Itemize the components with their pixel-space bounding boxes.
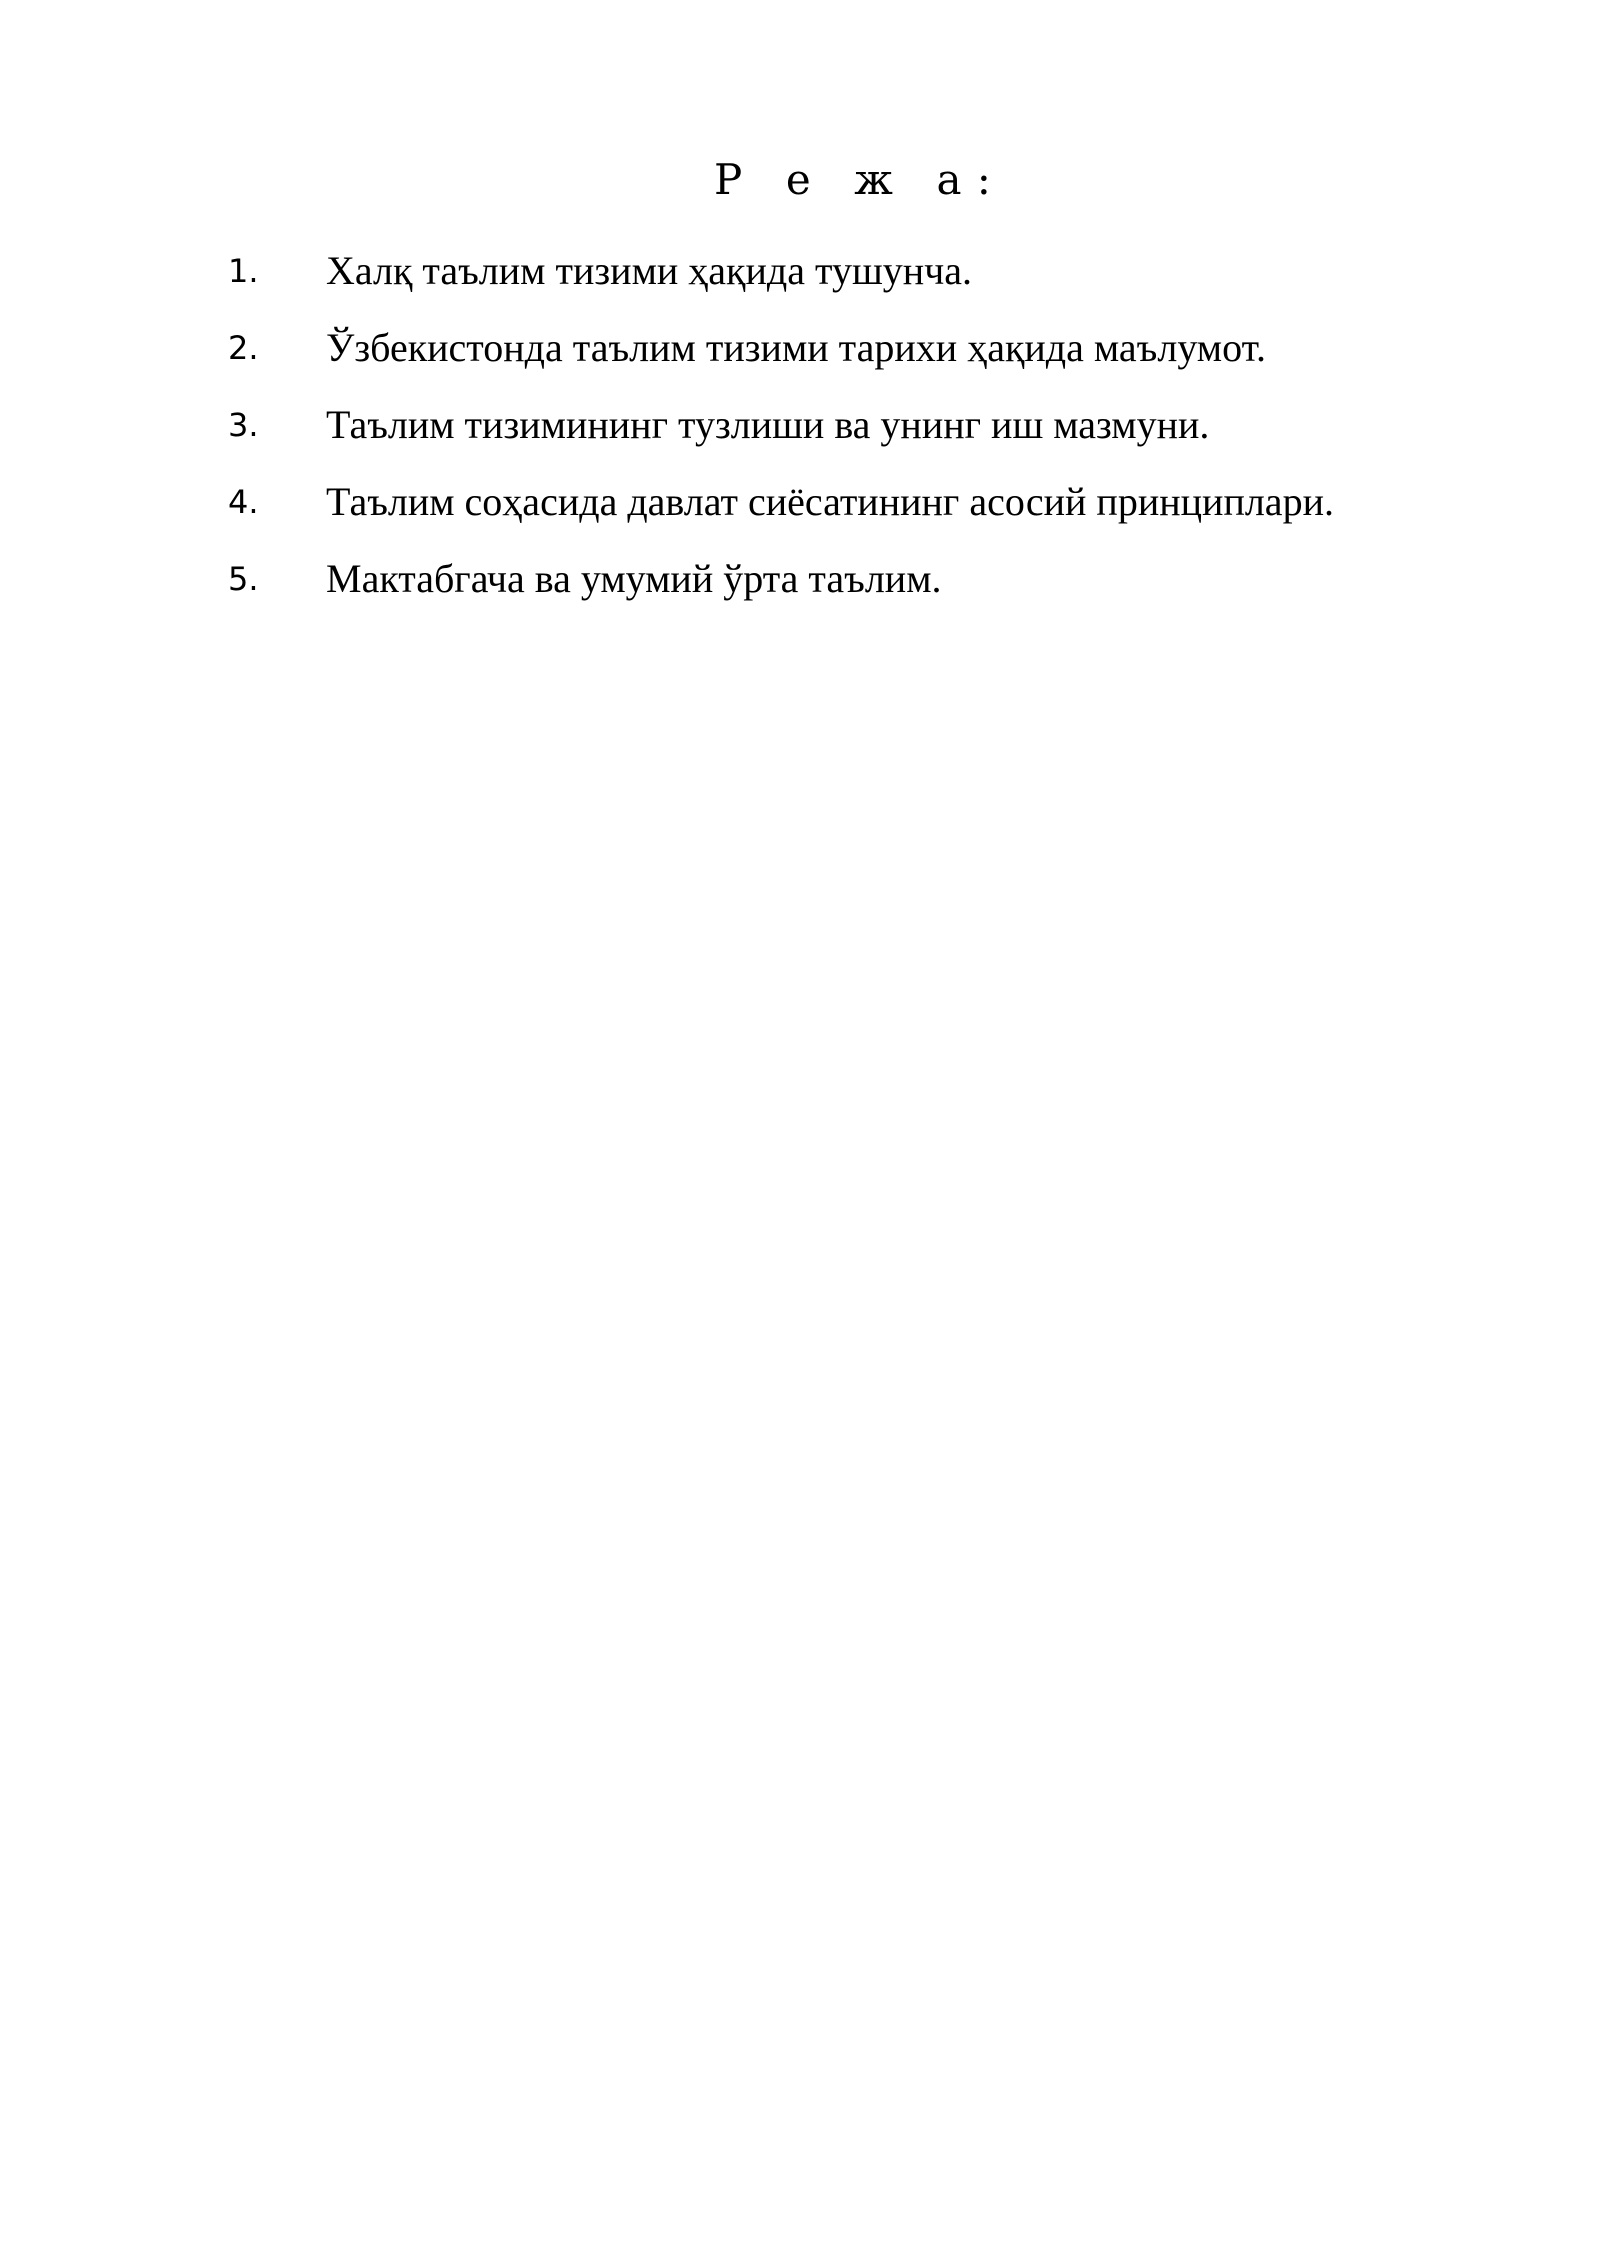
list-item-number: 1.: [228, 252, 259, 290]
list-item-number: 5.: [228, 560, 259, 598]
list-item-text: Ўзбекистонда таълим тизими тарихи ҳақида маълумот.: [326, 325, 1267, 370]
list-item-number: 2.: [228, 329, 259, 367]
plan-list: [0, 241, 1600, 626]
list-item-text: Мактабгача ва умумий ўрта таълим.: [326, 556, 942, 601]
list-item-number: 3.: [228, 406, 259, 444]
list-item: [0, 472, 1600, 549]
list-item-text: Таълим соҳасида давлат сиёсатининг асосий принциплари.: [326, 479, 1334, 524]
list-item-number: 4.: [228, 483, 259, 521]
list-item-text: Таълим тизимининг тузлиши ва унинг иш мазмуни.: [326, 402, 1210, 447]
list-item: [0, 395, 1600, 472]
list-item: [0, 241, 1600, 318]
list-item: [0, 318, 1600, 395]
page-title: Р е ж а:: [714, 155, 1006, 204]
list-item-text: Халқ таълим тизими ҳақида тушунча.: [326, 248, 973, 293]
list-item: [0, 549, 1600, 626]
